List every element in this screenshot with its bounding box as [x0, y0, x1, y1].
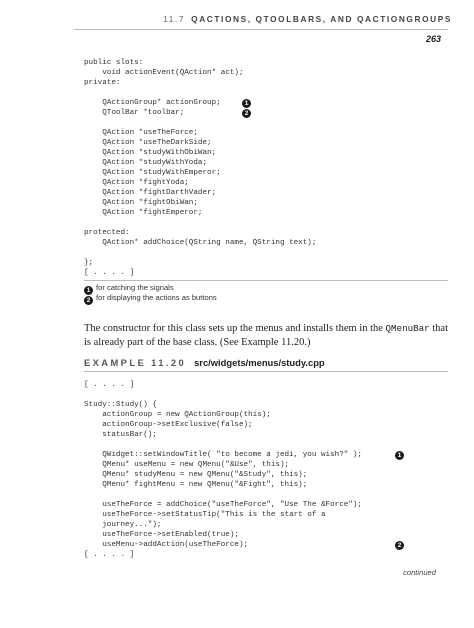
code-line: };: [84, 259, 94, 267]
code-line: QMenu* useMenu = new QMenu("&Use", this);: [84, 461, 290, 469]
code-line: QAction* addChoice(QString name, QString text);: [84, 239, 317, 247]
example-heading: [84, 357, 325, 368]
callout-marker: 2: [84, 296, 93, 305]
code-line: useMenu->addAction(useTheForce);: [84, 541, 249, 549]
example-label: EXAMPLE 11.20: [84, 357, 187, 368]
code-line: useTheForce->setEnabled(true);: [84, 531, 239, 539]
code-line: QMenu* studyMenu = new QMenu("&Study", this);: [84, 471, 308, 479]
example-file-path: src/widgets/menus/study.cpp: [194, 357, 325, 368]
code-line: void actionEvent(QAction* act);: [84, 69, 244, 77]
code-line: QAction *studyWithObiWan;: [84, 149, 217, 157]
code-line: QToolBar *toolbar;: [84, 109, 185, 117]
code-line: QAction *studyWithYoda;: [84, 159, 208, 167]
paragraph-text: that is already part of the base class. (See Example 11.20.): [84, 323, 449, 348]
callout-marker: 2: [242, 109, 251, 118]
code-line: [84, 218, 464, 228]
annotation-note-2: [84, 293, 217, 305]
body-paragraph: [84, 322, 456, 350]
code-line: QAction *fightDarthVader;: [84, 189, 217, 197]
code-line: [ . . . . ]: [84, 551, 135, 559]
code-line: QAction *fightEmperor;: [84, 209, 203, 217]
example-divider: [84, 371, 448, 372]
code-line: QAction *useTheDarkSide;: [84, 139, 212, 147]
code-line: public slots:: [84, 59, 144, 67]
section-number: 11.7: [163, 14, 186, 24]
callout-marker: 2: [395, 541, 404, 550]
code-line: [ . . . . ]: [84, 381, 135, 389]
code-line: private:: [84, 79, 121, 87]
paragraph-text: The constructor for this class sets up the menus and installs them in the: [84, 323, 386, 334]
callout-marker: 1: [242, 99, 251, 108]
code-line: protected:: [84, 229, 130, 237]
code-line: Study::Study() {: [84, 401, 157, 409]
callout-marker: 1: [84, 286, 93, 295]
code-line: actionGroup->setExclusive(false);: [84, 421, 253, 429]
code-listing-constructor: [84, 380, 464, 560]
annotation-divider: [84, 280, 448, 281]
code-line: journey...");: [84, 521, 162, 529]
header-rule: [74, 29, 448, 30]
code-line: [ . . . . ]: [84, 269, 135, 277]
code-line: [84, 118, 464, 128]
code-line: useTheForce = addChoice("useTheForce", "Use The &Force");: [84, 501, 362, 509]
continued-label: continued: [403, 568, 436, 577]
callout-marker: 1: [395, 451, 404, 460]
code-line: QActionGroup* actionGroup;: [84, 99, 221, 107]
section-title: QACTIONS, QTOOLBARS, AND QACTIONGROUPS: [191, 14, 452, 24]
code-line: QAction *useTheForce;: [84, 129, 198, 137]
code-line: statusBar();: [84, 431, 157, 439]
inline-code: QMenuBar: [385, 323, 430, 334]
page-number: 263: [425, 34, 441, 44]
code-line: QAction *fightObiWan;: [84, 199, 198, 207]
code-line: QAction *studyWithEmperor;: [84, 169, 221, 177]
code-line: QAction *fightYoda;: [84, 179, 189, 187]
code-line: QWidget::setWindowTitle( "to become a jedi, you wish?" );: [84, 451, 362, 459]
code-line: [84, 490, 464, 500]
annotation-text: for catching the signals: [96, 283, 174, 292]
code-line: [84, 440, 464, 450]
annotation-text: for displaying the actions as buttons: [96, 293, 217, 302]
code-listing-class-declaration: [84, 58, 464, 278]
code-line: actionGroup = new QActionGroup(this);: [84, 411, 271, 419]
code-line: [84, 88, 464, 98]
code-line: [84, 248, 464, 258]
code-line: QMenu* fightMenu = new QMenu("&Fight", this);: [84, 481, 308, 489]
code-line: useTheForce->setStatusTip("This is the start of a: [84, 511, 326, 519]
running-header: [163, 14, 452, 24]
code-line: [84, 390, 464, 400]
